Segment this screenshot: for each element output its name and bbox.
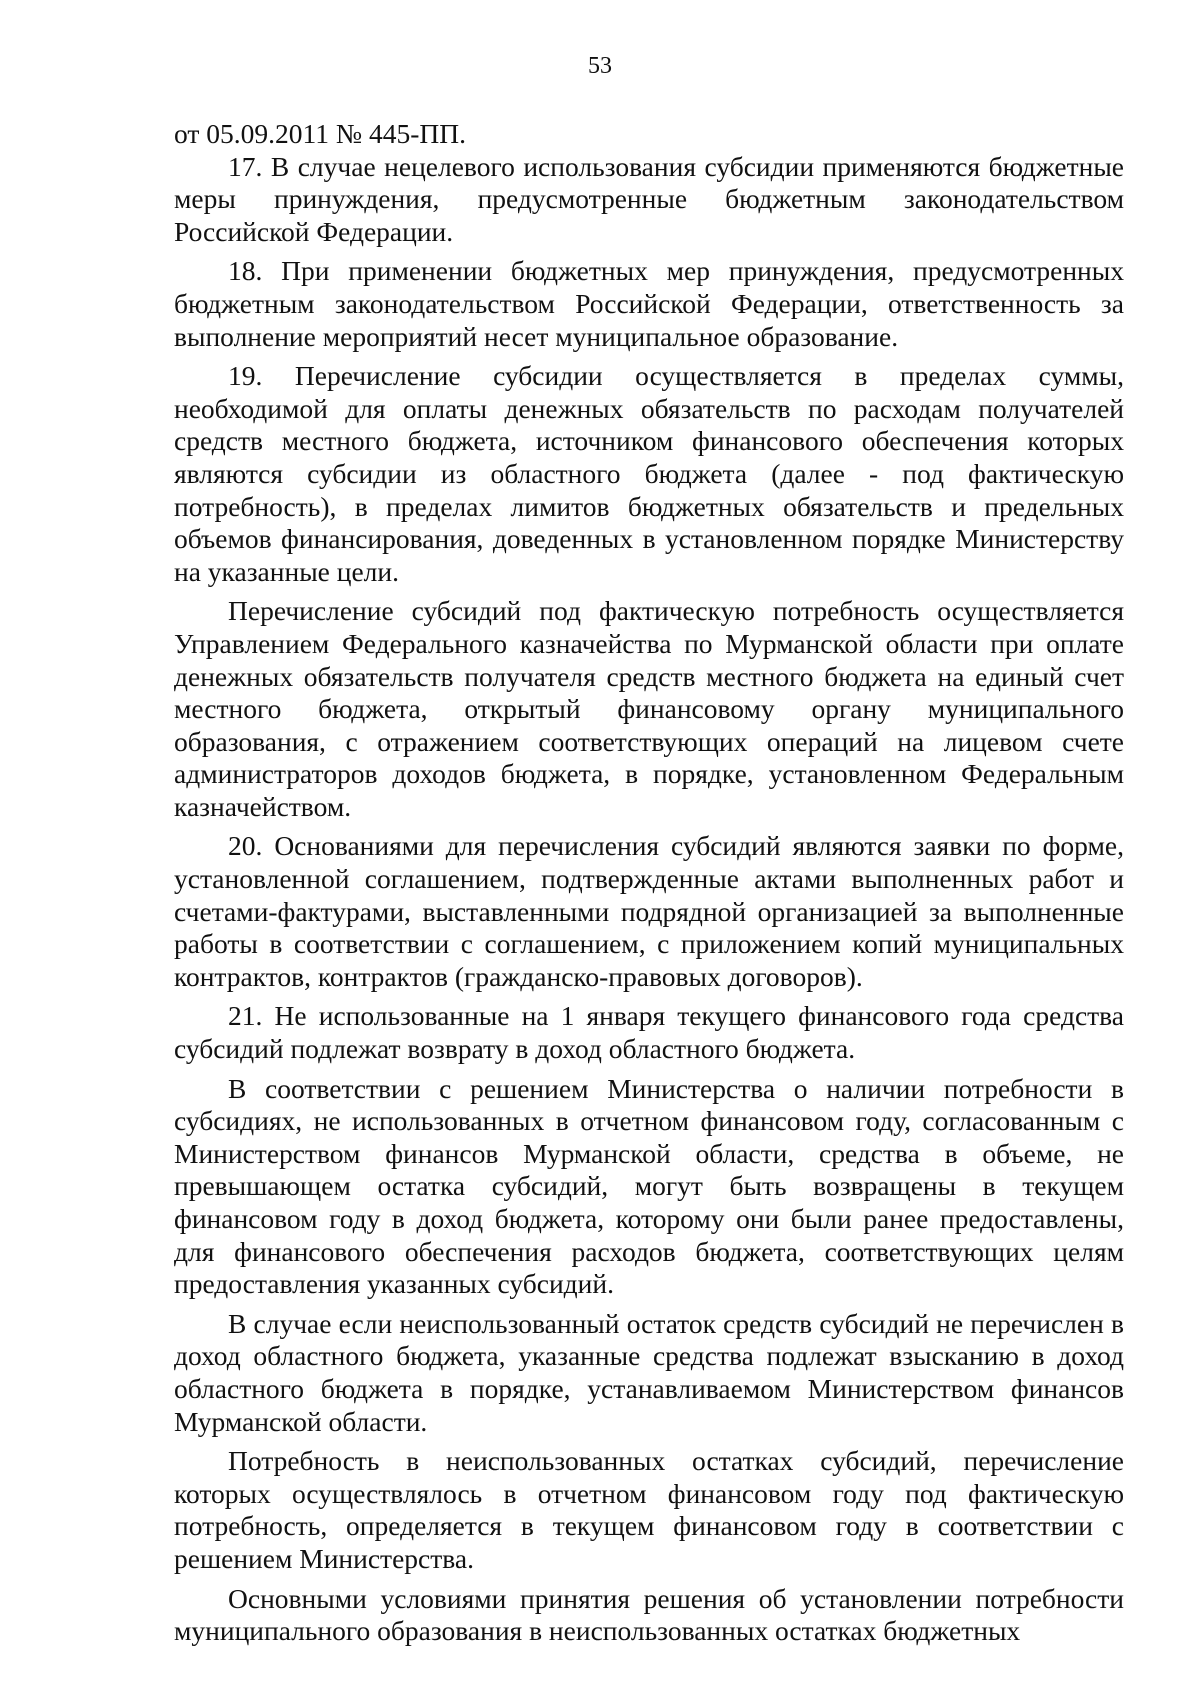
page-number: 53	[588, 53, 612, 79]
paragraph-transfer-treasury: Перечисление субсидий под фактическую потребность осуществляется Управлением Федерального казначейства по Мурманской области при оплате денежных обязательств получателя средств местного бюджета на единый счет местного бюджета, открытый финансовому органу муниципального образования, с отражением соответствующих операций на лицевом счете администраторов доходов бюджета, в порядке, установленном Федеральным казначейством.	[174, 595, 1124, 822]
paragraph-item-18: 18. При применении бюджетных мер принуждения, предусмотренных бюджетным законодательством Российской Федерации, ответственность за выполнение мероприятий несет муниципальное образование.	[174, 255, 1124, 352]
paragraph-ministry-decision: В соответствии с решением Министерства о наличии потребности в субсидиях, не использованных в отчетном финансовом году, согласованным с Министерством финансов Мурманской области, средства в объеме, не превышающем остатка субсидий, могут быть возвращены в текущем финансовом году в доход бюджета, которому они были ранее предоставлены, для финансового обеспечения расходов бюджета, соответствующих целям предоставления указанных субсидий.	[174, 1072, 1124, 1300]
paragraph-item-19: 19. Перечисление субсидии осуществляется в пределах суммы, необходимой для оплаты денежных обязательств по расходам получателей средств местного бюджета, источником финансового обеспечения которых являются субсидии из областного бюджета (далее - под фактическую потребность), в пределах лимитов бюджетных обязательств и предельных объемов финансирования, доведенных в установленном порядке Министерству на указанные цели.	[174, 360, 1124, 587]
paragraph-need-determination: Потребность в неиспользованных остатках субсидий, перечисление которых осуществлялось в отчетном финансовом году под фактическую потребность, определяется в текущем финансовом году в соответствии с решением Министерства.	[174, 1445, 1124, 1574]
paragraph-item-20: 20. Основаниями для перечисления субсидий являются заявки по форме, установленной соглашением, подтвержденные актами выполненных работ и счетами-фактурами, выставленными подрядной организацией за выполненные работы в соответствии с соглашением, с приложением копий муниципальных контрактов, контрактов (гражданско-правовых договоров).	[174, 830, 1124, 992]
document-body	[174, 118, 1124, 1648]
paragraph-item-21: 21. Не использованные на 1 января текущего финансового года средства субсидий подлежат возврату в доход областного бюджета.	[174, 1000, 1124, 1065]
paragraph-item-17: 17. В случае нецелевого использования субсидии применяются бюджетные меры принуждения, предусмотренные бюджетным законодательством Российской Федерации.	[174, 150, 1124, 247]
paragraph-continuation: от 05.09.2011 № 445-ПП.	[174, 118, 466, 149]
paragraph-main-conditions: Основными условиями принятия решения об установлении потребности муниципального образования в неиспользованных остатках бюджетных	[174, 1582, 1124, 1647]
paragraph-unused-remainder: В случае если неиспользованный остаток средств субсидий не перечислен в доход областного бюджета, указанные средства подлежат взысканию в доход областного бюджета в порядке, устанавливаемом Министерством финансов Мурманской области.	[174, 1307, 1124, 1437]
